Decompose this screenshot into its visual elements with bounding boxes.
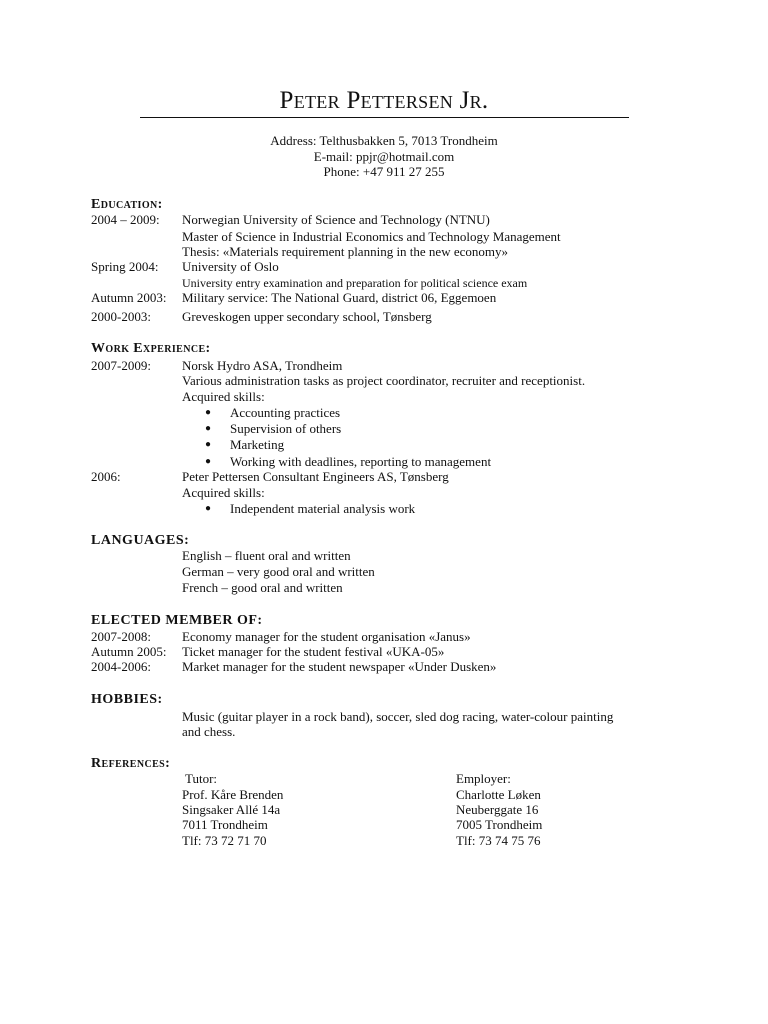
education-date: 2000-2003:: [91, 309, 151, 324]
skill-item: Working with deadlines, reporting to management: [230, 454, 492, 469]
education-line: Master of Science in Industrial Economics and Technology Management: [182, 229, 561, 244]
tutor-city: 7011 Trondheim: [182, 817, 268, 832]
skill-item: Marketing: [230, 437, 285, 452]
tutor-phone: Tlf: 73 72 71 70: [182, 833, 267, 848]
elected-role: Ticket manager for the student festival «UKA-05»: [182, 644, 445, 659]
hobbies-line: Music (guitar player in a rock band), soccer, sled dog racing, water-colour painting: [182, 709, 614, 724]
skill-item: Independent material analysis work: [230, 501, 416, 516]
skill-item: Supervision of others: [230, 421, 342, 436]
work-line: Acquired skills:: [182, 389, 265, 404]
elected-date: 2007-2008:: [91, 629, 151, 644]
references-heading: References:: [91, 756, 171, 771]
elected-heading: ELECTED MEMBER OF:: [91, 613, 263, 628]
email: E-mail: ppjr@hotmail.com: [313, 149, 455, 164]
education-line: University entry examination and preparation for political science exam: [182, 276, 528, 290]
elected-date: 2004-2006:: [91, 659, 151, 674]
education-date: Spring 2004:: [91, 259, 159, 274]
education-line: Military service: The National Guard, district 06, Eggemoen: [182, 290, 497, 305]
bullet-icon: ●: [205, 407, 212, 418]
work-date: 2007-2009:: [91, 358, 151, 373]
work-line: Peter Pettersen Consultant Engineers AS, Tønsberg: [182, 469, 449, 484]
education-line: Thesis: «Materials requirement planning in the new economy»: [182, 244, 508, 259]
hobbies-line: and chess.: [182, 724, 236, 739]
language-item: German – very good oral and written: [182, 564, 375, 579]
employer-name: Charlotte Løken: [456, 787, 541, 802]
bullet-icon: ●: [205, 439, 212, 450]
work-line: Norsk Hydro ASA, Trondheim: [182, 358, 343, 373]
education-heading: Education:: [91, 197, 163, 212]
elected-role: Economy manager for the student organisation «Janus»: [182, 629, 471, 644]
bullet-icon: ●: [205, 503, 212, 514]
work-date: 2006:: [91, 469, 121, 484]
elected-date: Autumn 2005:: [91, 644, 167, 659]
education-line: University of Oslo: [182, 259, 279, 274]
languages-heading: LANGUAGES:: [91, 533, 190, 548]
bullet-icon: ●: [205, 423, 212, 434]
work-heading: Work Experience:: [91, 341, 211, 356]
employer-label: Employer:: [456, 771, 511, 786]
tutor-name: Prof. Kåre Brenden: [182, 787, 284, 802]
tutor-label: Tutor:: [185, 771, 218, 786]
work-line: Acquired skills:: [182, 485, 265, 500]
phone: Phone: +47 911 27 255: [323, 164, 445, 179]
skill-item: Accounting practices: [230, 405, 341, 420]
language-item: English – fluent oral and written: [182, 548, 351, 563]
tutor-street: Singsaker Allé 14a: [182, 802, 281, 817]
education-line: Greveskogen upper secondary school, Tønsberg: [182, 309, 432, 324]
work-line: Various administration tasks as project coordinator, recruiter and receptionist.: [182, 373, 586, 388]
education-line: Norwegian University of Science and Technology (NTNU): [182, 212, 490, 227]
elected-role: Market manager for the student newspaper «Under Dusken»: [182, 659, 497, 674]
bullet-icon: ●: [205, 456, 212, 467]
hobbies-heading: HOBBIES:: [91, 692, 163, 707]
language-item: French – good oral and written: [182, 580, 343, 595]
candidate-name: Peter Pettersen Jr.: [279, 87, 489, 114]
education-date: Autumn 2003:: [91, 290, 167, 305]
header-divider: [140, 117, 629, 118]
education-date: 2004 – 2009:: [91, 212, 160, 227]
employer-phone: Tlf: 73 74 75 76: [456, 833, 541, 848]
employer-city: 7005 Trondheim: [456, 817, 543, 832]
address: Address: Telthusbakken 5, 7013 Trondheim: [270, 133, 498, 148]
employer-street: Neuberggate 16: [456, 802, 539, 817]
